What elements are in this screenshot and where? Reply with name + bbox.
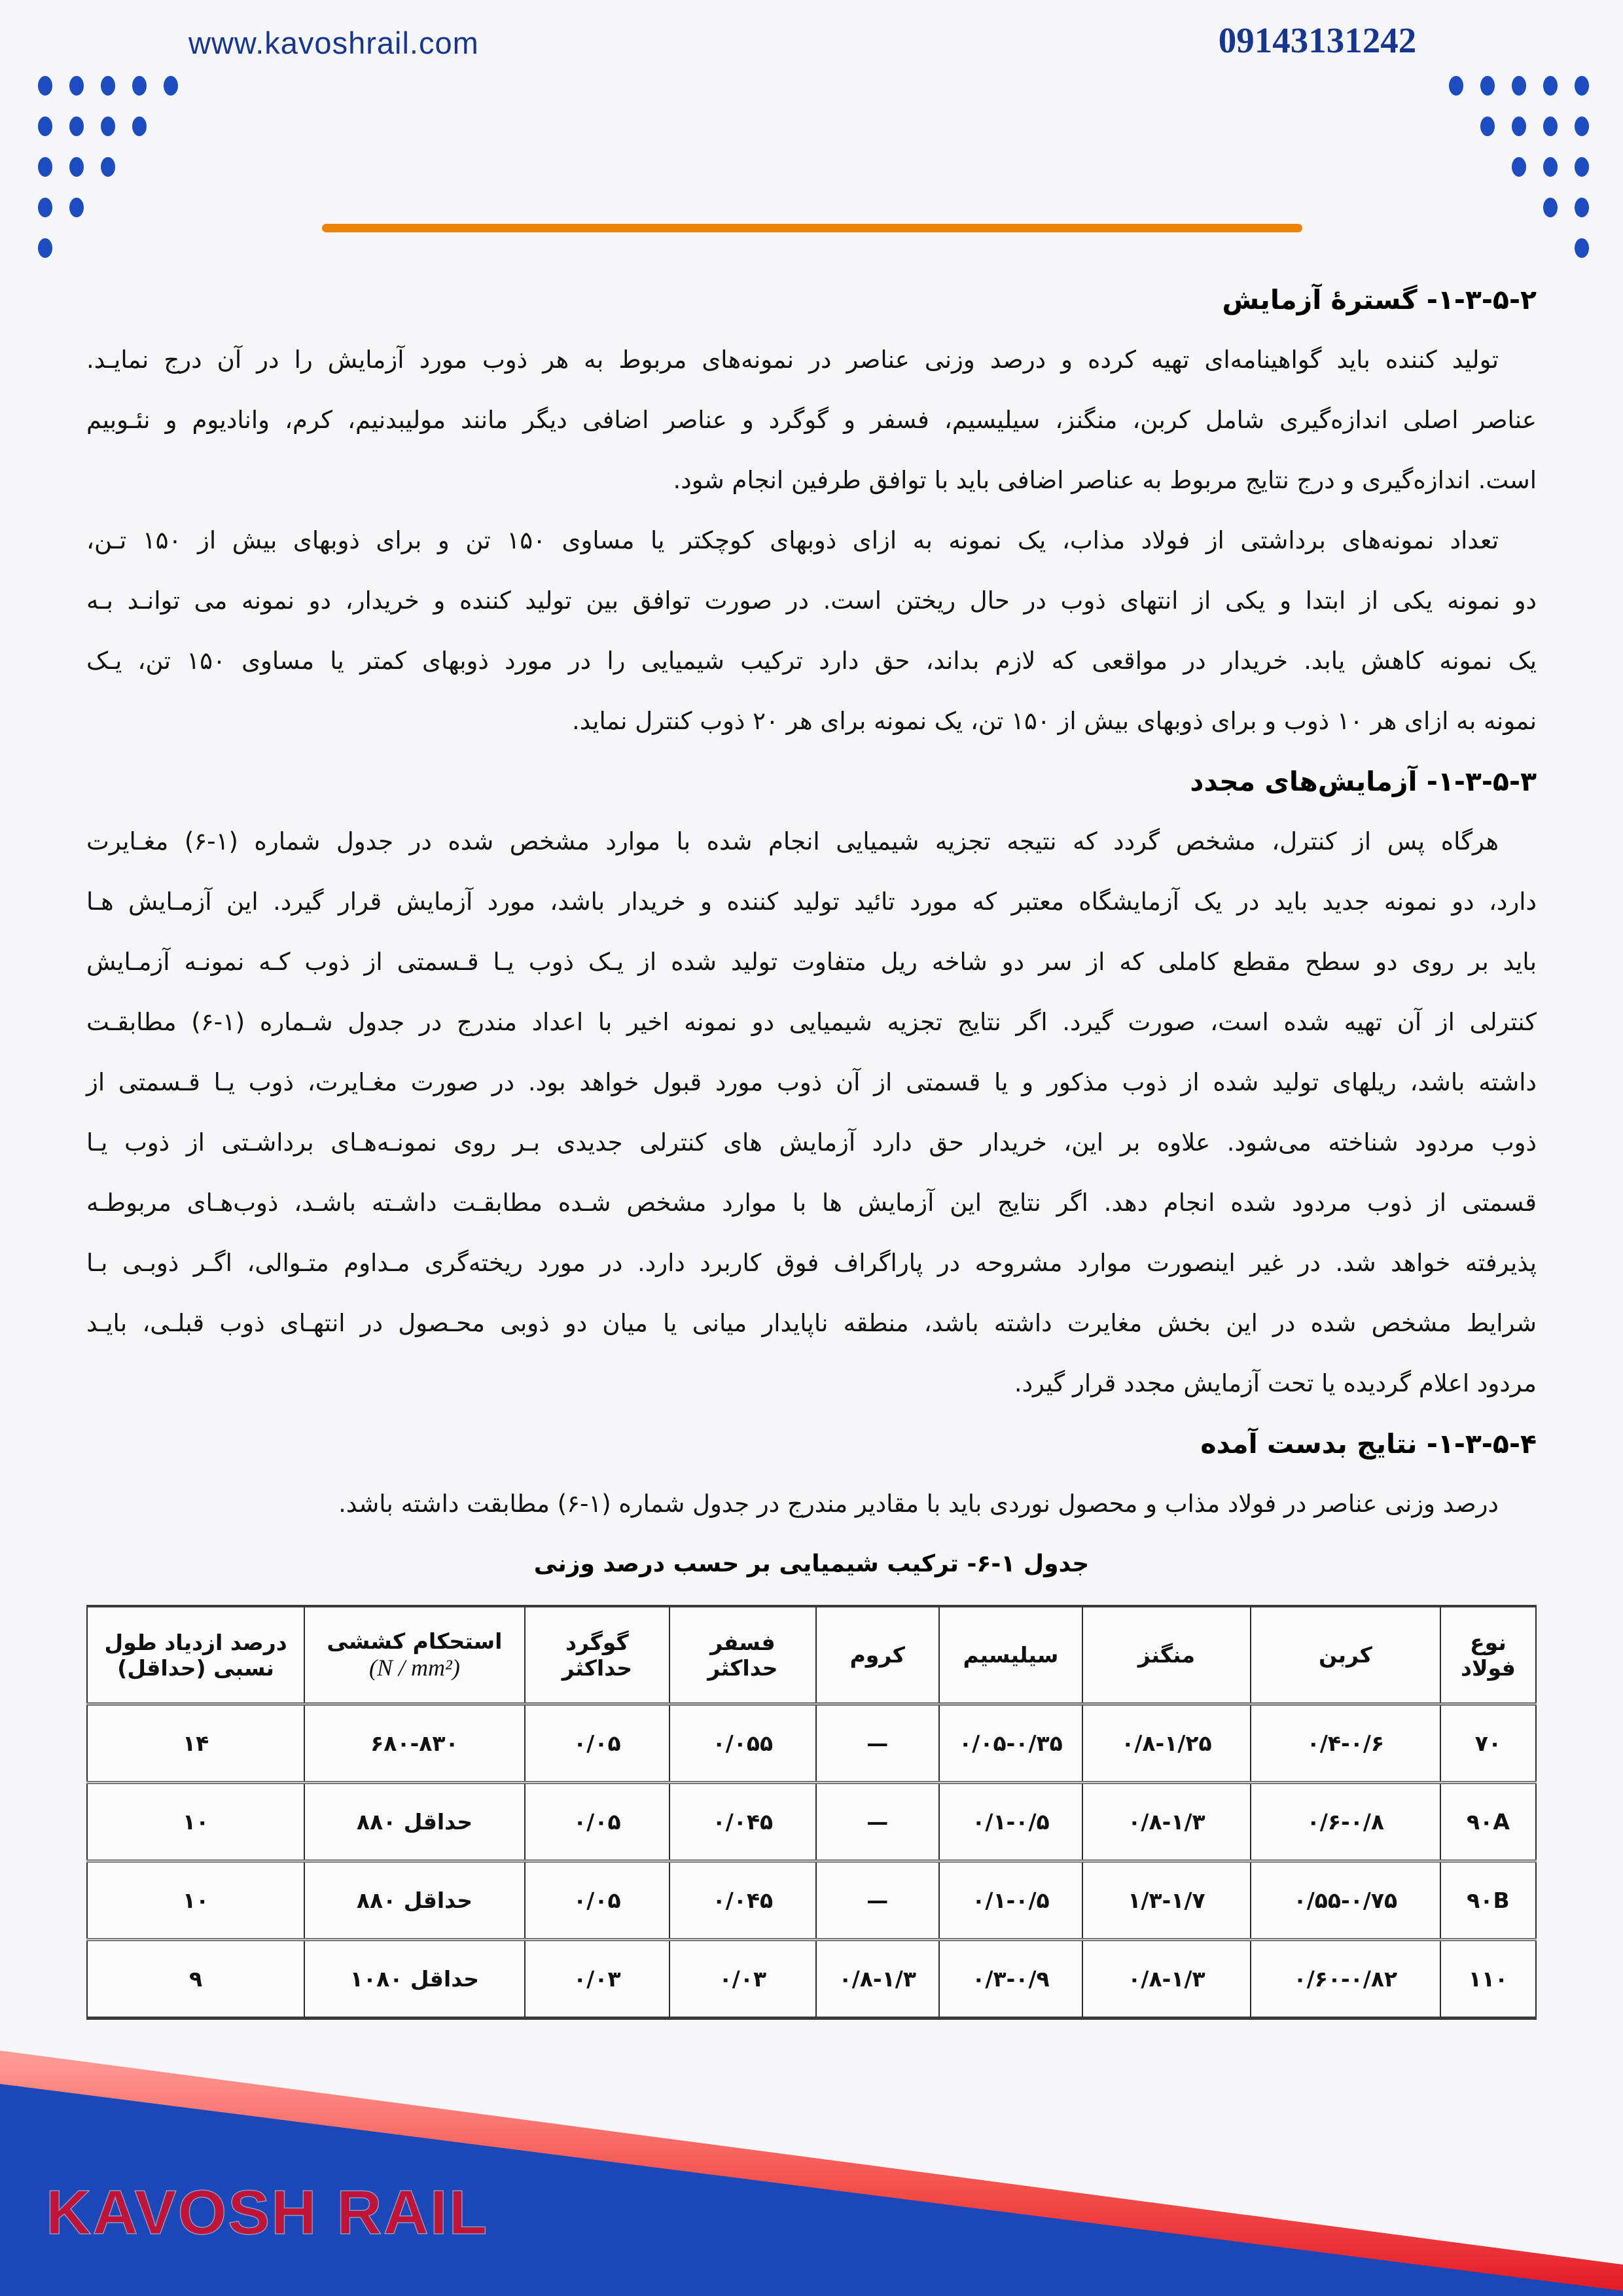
dot-icon xyxy=(1480,76,1495,96)
table-cell: ۱۰ xyxy=(87,1861,304,1940)
dot-icon xyxy=(1575,198,1589,217)
column-header xyxy=(1440,1606,1536,1704)
paragraph-line: دو نمونه یکی از ابتدا و یکی از انتهای ذوب در حال ریختن است. در صورت توافق بین تولید کننده و خریدار، دو نمونه می توانـد بـه xyxy=(86,586,1537,615)
dot-icon xyxy=(101,117,115,136)
paragraph-line: یک نمونه کاهش یابد. خریدار در مواقعی که لازم بداند، حق دارد ترکیب شیمیایی را در مورد ذوبهای کمتر یا مساوی ۱۵۰ تن، یـک xyxy=(86,647,1537,675)
table-cell: ۰/۵۵-۰/۷۵ xyxy=(1251,1861,1440,1940)
table-cell: ۰/۰۵۵ xyxy=(669,1704,816,1783)
dot-row xyxy=(1463,117,1589,136)
dot-row xyxy=(1558,238,1589,258)
table-cell: ۱/۳-۱/۷ xyxy=(1082,1861,1251,1940)
dot-icon xyxy=(1512,117,1526,136)
dot-icon xyxy=(132,117,147,136)
dot-icon xyxy=(69,157,84,177)
dot-icon xyxy=(38,157,52,177)
section-heading-2: ۱-۳-۵-۳- آزمایش‌های مجدد xyxy=(1190,766,1537,797)
column-header-line2: فولاد xyxy=(1461,1655,1516,1681)
paragraph-line: درصد وزنی عناصر در فولاد مذاب و محصول نوردی باید با مقادیر مندرج در جدول شماره (۱-۶) مطابقت داشته باشد. xyxy=(338,1490,1499,1518)
table-cell: — xyxy=(816,1704,939,1783)
dot-icon xyxy=(38,238,52,258)
column-header-line1: درصد ازدیاد طول xyxy=(104,1629,287,1655)
column-header-line1: نوع xyxy=(1470,1629,1507,1655)
dot-icon xyxy=(69,117,84,136)
table-cell: ۱۱۰ xyxy=(1440,1940,1536,2018)
dot-icon xyxy=(132,76,147,96)
column-header-line1: کربن xyxy=(1318,1642,1372,1668)
dot-grid-left-icon xyxy=(38,76,195,279)
dot-icon xyxy=(1543,76,1558,96)
dot-icon xyxy=(1543,198,1558,217)
paragraph-line: نمونه به ازای هر ۱۰ ذوب و برای ذوبهای بیش از ۱۵۰ تن، یک نمونه برای هر ۲۰ ذوب کنترل نماید. xyxy=(572,707,1537,735)
column-header-line1: گوگرد xyxy=(565,1629,629,1655)
dot-row xyxy=(38,157,132,177)
table-cell: حداقل ۸۸۰ xyxy=(304,1861,525,1940)
table-cell: حداقل ۱۰۸۰ xyxy=(304,1940,525,2018)
table-cell: ۰/۱-۰/۵ xyxy=(939,1861,1082,1940)
column-header-line2: حداکثر xyxy=(562,1655,633,1681)
table-cell: ۰/۰۵ xyxy=(525,1704,669,1783)
paragraph-line: داشته باشد، ریلهای تولید شده از ذوب مذکور و یا قسمتی از آن ذوب مورد قبول خواهد بود. در صورت مغـایرت، ذوب یـا قـسمتی از xyxy=(86,1068,1537,1096)
column-header-line1: منگنز xyxy=(1137,1642,1195,1668)
paragraph-line: تعداد نمونه‌های برداشتی از فولاد مذاب، یک نمونه به ازای ذوبهای کوچکتر یا مساوی ۱۵۰ تن و برای ذوبهای بیش از ۱۵۰ تـن، xyxy=(86,526,1499,554)
table-cell: حداقل ۸۸۰ xyxy=(304,1783,525,1861)
paragraph-line: قسمتی از ذوب مردود شده انجام دهد. اگر نتایج این آزمایش ها با موارد مشخص شـده مطابقـت داشـته باشـد، ذوب‌هـای مربوطـه xyxy=(86,1189,1537,1217)
paragraph-line: عناصر اصلی اندازه‌گیری شامل کربن، منگنز، سیلیسیم، فسفر و گوگرد و عناصر اضافی دیگر مانند مولیبدنیم، کرم، وانادیوم و نئـوبیم xyxy=(86,406,1537,434)
table-cell: ۰/۶۰-۰/۸۲ xyxy=(1251,1940,1440,2018)
column-header xyxy=(816,1606,939,1704)
table-cell: ۰/۸-۱/۳ xyxy=(1082,1940,1251,2018)
dot-icon xyxy=(164,76,178,96)
dot-icon xyxy=(1543,117,1558,136)
paragraph-line: مردود اعلام گردیده یا تحت آزمایش مجدد قرار گیرد. xyxy=(1014,1369,1537,1397)
dot-icon xyxy=(101,157,115,177)
dot-grid-right-icon xyxy=(1432,76,1589,279)
table-caption: جدول ۱-۶- ترکیب شیمیایی بر حسب درصد وزنی xyxy=(533,1551,1090,1577)
column-header xyxy=(669,1606,816,1704)
paragraph-line: دارد، دو نمونه جدید باید در یک آزمایشگاه معتبر که مورد تائید تولید کننده و خریدار باشد، مورد آزمایش قرار گیرد. این آزمـایش هـا xyxy=(86,888,1537,916)
dot-row xyxy=(38,117,164,136)
paragraph-line: پذیرفته خواهد شد. در غیر اینصورت موارد مشروحه در پاراگراف فوق کاربرد دارد. در مورد ریخته‌گری مـداوم متـوالی، اگـر ذوبـی بـا xyxy=(86,1249,1537,1277)
website-url: www.kavoshrail.com xyxy=(188,26,479,60)
table-cell: ۰/۰۵-۰/۳۵ xyxy=(939,1704,1082,1783)
paragraph-line: شرایط مشخص شده در این بخش مغایرت داشته باشد، منطقه ناپایدار میانی یا میان دو ذوبی محـصول در انتهـای ذوب قبلـی، بایـد xyxy=(86,1309,1537,1337)
section-heading-1: ۱-۳-۵-۲- گسترهٔ آزمایش xyxy=(1222,284,1537,315)
table-cell: ۰/۸-۱/۳ xyxy=(816,1940,939,2018)
table-cell: ۰/۰۳ xyxy=(669,1940,816,2018)
dot-row xyxy=(38,238,69,258)
dot-icon xyxy=(101,76,115,96)
table-cell: ۱۰ xyxy=(87,1783,304,1861)
paragraph-line: هرگاه پس از کنترل، مشخص گردد که نتیجه تجزیه شیمیایی انجام شده با موارد مشخص شده در جدول شماره (۱-۶) مغـایرت xyxy=(86,827,1499,855)
column-header xyxy=(304,1606,525,1704)
paragraph-line: تولید کننده باید گواهینامه‌ای تهیه کرده و درصد وزنی عناصر در نمونه‌های مربوط به هر ذوب مورد آزمایش را در آن درج نمایـد. xyxy=(86,346,1499,374)
table-cell: ۰/۸-۱/۲۵ xyxy=(1082,1704,1251,1783)
dot-row xyxy=(1526,198,1589,217)
dot-icon xyxy=(1449,76,1463,96)
column-header xyxy=(939,1606,1082,1704)
footer xyxy=(0,1969,1623,2296)
table-cell: ۹۰B xyxy=(1440,1861,1536,1940)
dot-icon xyxy=(38,198,52,217)
dot-icon xyxy=(1480,117,1495,136)
column-header-line1: سیلیسیم xyxy=(963,1642,1059,1668)
table-cell: ۷۰ xyxy=(1440,1704,1536,1783)
table-cell: ۰/۰۵ xyxy=(525,1861,669,1940)
dot-icon xyxy=(69,198,84,217)
column-header-line1: کروم xyxy=(849,1642,905,1668)
table-cell: ۹ xyxy=(87,1940,304,2018)
table-cell: ۰/۰۴۵ xyxy=(669,1783,816,1861)
column-header-line2: نسبی (حداقل) xyxy=(117,1655,274,1681)
dot-icon xyxy=(1575,117,1589,136)
table-cell: ۰/۰۴۵ xyxy=(669,1861,816,1940)
table-cell: ۰/۰۵ xyxy=(525,1783,669,1861)
table-cell: ۶۸۰-۸۳۰ xyxy=(304,1704,525,1783)
orange-divider xyxy=(322,224,1302,232)
dot-row xyxy=(38,76,195,96)
dot-icon xyxy=(38,117,52,136)
table-cell: ۰/۶-۰/۸ xyxy=(1251,1783,1440,1861)
dot-row xyxy=(38,198,101,217)
column-header-line1: فسفر xyxy=(710,1629,776,1655)
table-cell: ۱۴ xyxy=(87,1704,304,1783)
table-cell: — xyxy=(816,1783,939,1861)
table-cell: — xyxy=(816,1861,939,1940)
table-row xyxy=(87,1861,1536,1940)
table-cell: ۰/۳-۰/۹ xyxy=(939,1940,1082,2018)
paragraph-line: است. اندازه‌گیری و درج نتایج مربوط به عناصر اضافی باید با توافق طرفین انجام شود. xyxy=(673,466,1537,494)
table-cell: ۰/۸-۱/۳ xyxy=(1082,1783,1251,1861)
section-heading-3: ۱-۳-۵-۴- نتایج بدست آمده xyxy=(1200,1428,1537,1460)
brand-logo-text: KAVOSH RAIL xyxy=(46,2178,489,2248)
chemical-composition-table xyxy=(86,1605,1537,2020)
document-content xyxy=(86,270,1537,2020)
column-header xyxy=(525,1606,669,1704)
column-header xyxy=(1251,1606,1440,1704)
dot-icon xyxy=(1543,157,1558,177)
table-row xyxy=(87,1783,1536,1861)
column-header-line2: (N / mm²) xyxy=(369,1655,460,1681)
column-header-line2: حداکثر xyxy=(707,1655,778,1681)
table-cell: ۰/۴-۰/۶ xyxy=(1251,1704,1440,1783)
paragraph-line: کنترلی از آن تهیه شده است، صورت گیرد. اگر نتایج تجزیه شیمیایی دو نمونه اخیر با اعداد مندرج در جدول شـماره (۱-۶) مطابقـت xyxy=(86,1008,1537,1036)
dot-row xyxy=(1432,76,1589,96)
dot-icon xyxy=(69,76,84,96)
column-header xyxy=(87,1606,304,1704)
paragraph-line: باید بر روی دو سطح مقطع کاملی که از سر دو شاخه ریل متفاوت تولید شده از یـک ذوب یـا قـسمتی از ذوب کـه نمونـه آزمـایش xyxy=(86,948,1537,976)
dot-icon xyxy=(1575,157,1589,177)
dot-icon xyxy=(1512,157,1526,177)
paragraph-line: ذوب مردود شناخته می‌شود. علاوه بر این، خریدار حق دارد آزمایش های کنترلی جدیدی بـر روی نمونـه‌هـای برداشـتی از ذوب یـا xyxy=(86,1128,1537,1157)
phone-number: 09143131242 xyxy=(1218,20,1417,60)
column-header xyxy=(1082,1606,1251,1704)
table-cell: ۰/۱-۰/۵ xyxy=(939,1783,1082,1861)
dot-icon xyxy=(1575,76,1589,96)
dot-icon xyxy=(1575,238,1589,258)
dot-icon xyxy=(38,76,52,96)
dot-row xyxy=(1495,157,1589,177)
table-cell: ۰/۰۳ xyxy=(525,1940,669,2018)
column-header-line1: استحکام کششی xyxy=(327,1628,503,1654)
dot-icon xyxy=(1512,76,1526,96)
table-row xyxy=(87,1704,1536,1783)
table-cell: ۹۰A xyxy=(1440,1783,1536,1861)
